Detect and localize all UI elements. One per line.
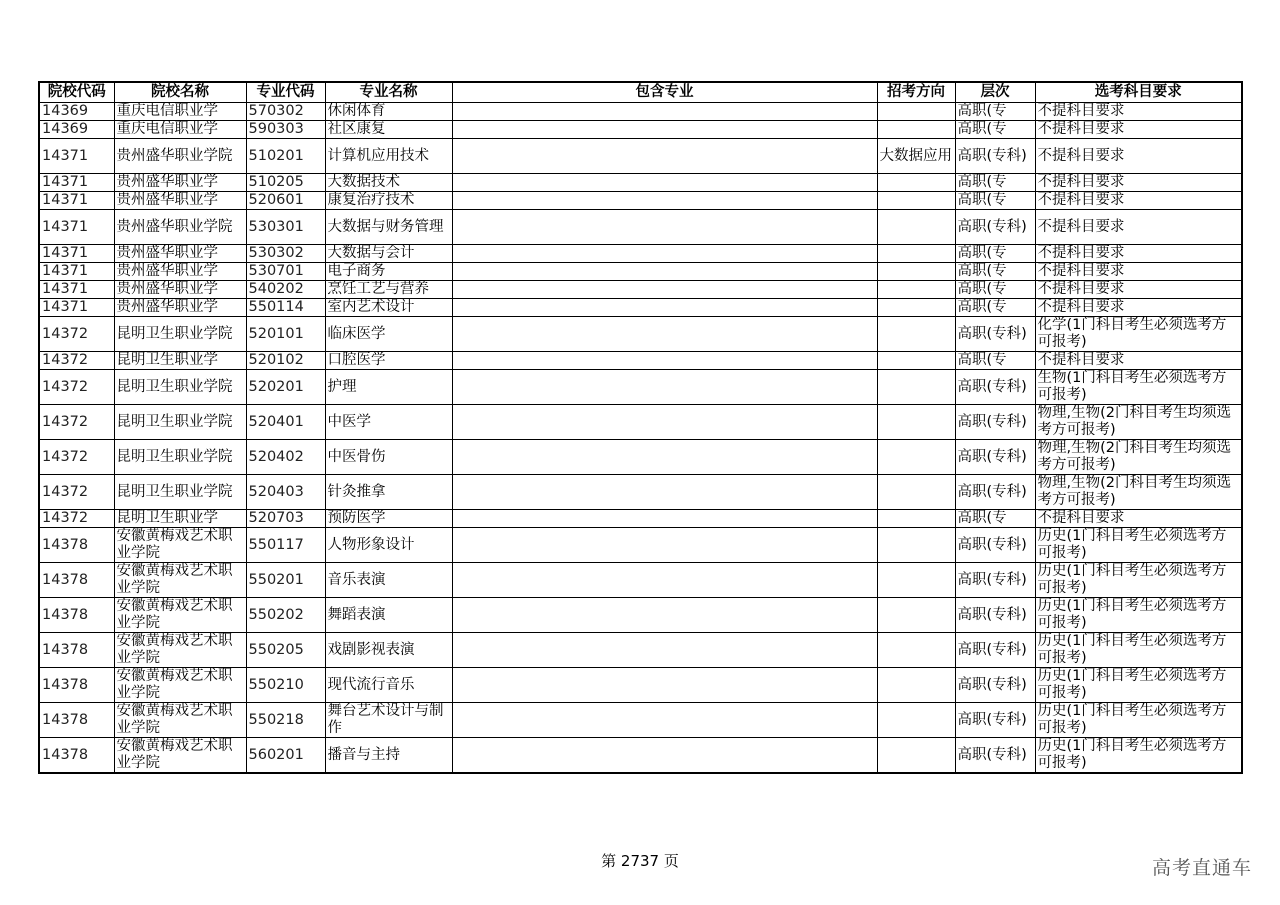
cell-major-name: 护理 [325,370,452,405]
table-row [39,121,1242,139]
cell-major-code: 550210 [246,668,325,703]
cell-included-majors [452,563,877,598]
cell-included-majors [452,103,877,121]
admission-table [38,81,1243,774]
cell-direction [877,738,955,774]
table-body [39,103,1242,774]
cell-direction [877,103,955,121]
cell-major-code: 550205 [246,633,325,668]
cell-major-code: 510205 [246,174,325,192]
cell-included-majors [452,668,877,703]
table-row [39,352,1242,370]
cell-included-majors [452,210,877,245]
cell-subject-requirement: 历史(1门科目考生必须选考方可报考) [1035,633,1242,668]
table-row [39,210,1242,245]
cell-school-name: 贵州盛华职业学 [114,245,246,263]
table-row [39,668,1242,703]
table-row [39,317,1242,352]
cell-direction [877,703,955,738]
cell-school-code: 14371 [39,174,114,192]
cell-school-code: 14372 [39,405,114,440]
cell-direction [877,263,955,281]
cell-included-majors [452,633,877,668]
cell-level: 高职(专 [955,299,1035,317]
cell-included-majors [452,440,877,475]
cell-included-majors [452,139,877,174]
cell-level: 高职(专科) [955,633,1035,668]
cell-school-name: 贵州盛华职业学 [114,174,246,192]
cell-school-code: 14371 [39,245,114,263]
cell-school-name: 昆明卫生职业学院 [114,317,246,352]
cell-direction [877,192,955,210]
cell-subject-requirement: 不提科目要求 [1035,245,1242,263]
cell-major-name: 大数据与财务管理 [325,210,452,245]
cell-school-name: 安徽黄梅戏艺术职业学院 [114,703,246,738]
header-level: 层次 [955,82,1035,103]
table-row [39,528,1242,563]
cell-subject-requirement: 不提科目要求 [1035,192,1242,210]
cell-level: 高职(专 [955,192,1035,210]
cell-included-majors [452,598,877,633]
cell-subject-requirement: 历史(1门科目考生必须选考方可报考) [1035,528,1242,563]
cell-direction [877,440,955,475]
cell-major-name: 针灸推拿 [325,475,452,510]
cell-level: 高职(专 [955,352,1035,370]
cell-major-name: 舞台艺术设计与制作 [325,703,452,738]
cell-subject-requirement: 历史(1门科目考生必须选考方可报考) [1035,563,1242,598]
cell-included-majors [452,317,877,352]
table-row [39,281,1242,299]
cell-level: 高职(专科) [955,370,1035,405]
cell-school-code: 14371 [39,281,114,299]
table-row [39,563,1242,598]
cell-included-majors [452,245,877,263]
header-included-majors: 包含专业 [452,82,877,103]
cell-level: 高职(专科) [955,598,1035,633]
cell-major-code: 520401 [246,405,325,440]
cell-major-code: 520201 [246,370,325,405]
cell-school-code: 14369 [39,121,114,139]
table-row [39,598,1242,633]
cell-school-name: 安徽黄梅戏艺术职业学院 [114,633,246,668]
cell-included-majors [452,510,877,528]
cell-subject-requirement: 历史(1门科目考生必须选考方可报考) [1035,598,1242,633]
header-subject-requirement: 选考科目要求 [1035,82,1242,103]
cell-subject-requirement: 生物(1门科目考生必须选考方可报考) [1035,370,1242,405]
cell-school-name: 昆明卫生职业学 [114,510,246,528]
cell-major-code: 590303 [246,121,325,139]
header-school-code: 院校代码 [39,82,114,103]
cell-level: 高职(专科) [955,668,1035,703]
cell-school-code: 14372 [39,352,114,370]
cell-school-name: 重庆电信职业学 [114,103,246,121]
cell-direction [877,598,955,633]
cell-major-code: 550202 [246,598,325,633]
cell-school-name: 安徽黄梅戏艺术职业学院 [114,563,246,598]
cell-direction [877,299,955,317]
cell-direction [877,668,955,703]
cell-level: 高职(专科) [955,210,1035,245]
cell-subject-requirement: 不提科目要求 [1035,352,1242,370]
cell-subject-requirement: 不提科目要求 [1035,510,1242,528]
cell-school-code: 14372 [39,510,114,528]
watermark-text: 高考直通车 [1151,857,1252,879]
cell-school-name: 昆明卫生职业学院 [114,405,246,440]
cell-subject-requirement: 不提科目要求 [1035,263,1242,281]
table-row [39,192,1242,210]
cell-subject-requirement: 化学(1门科目考生必须选考方可报考) [1035,317,1242,352]
cell-level: 高职(专科) [955,440,1035,475]
cell-school-name: 安徽黄梅戏艺术职业学院 [114,528,246,563]
cell-included-majors [452,192,877,210]
cell-school-code: 14371 [39,263,114,281]
cell-school-name: 贵州盛华职业学 [114,192,246,210]
cell-major-code: 570302 [246,103,325,121]
cell-major-code: 520101 [246,317,325,352]
cell-school-code: 14372 [39,370,114,405]
cell-subject-requirement: 不提科目要求 [1035,103,1242,121]
table-row [39,440,1242,475]
cell-school-name: 安徽黄梅戏艺术职业学院 [114,598,246,633]
cell-subject-requirement: 不提科目要求 [1035,281,1242,299]
cell-school-code: 14378 [39,703,114,738]
cell-school-name: 昆明卫生职业学院 [114,370,246,405]
cell-major-name: 室内艺术设计 [325,299,452,317]
cell-major-name: 烹饪工艺与营养 [325,281,452,299]
cell-school-code: 14369 [39,103,114,121]
cell-major-code: 530701 [246,263,325,281]
cell-major-name: 现代流行音乐 [325,668,452,703]
cell-school-code: 14378 [39,528,114,563]
cell-subject-requirement: 历史(1门科目考生必须选考方可报考) [1035,703,1242,738]
cell-subject-requirement: 不提科目要求 [1035,139,1242,174]
cell-major-name: 临床医学 [325,317,452,352]
page-number: 第 2737 页 [601,852,679,870]
cell-major-name: 计算机应用技术 [325,139,452,174]
cell-major-name: 人物形象设计 [325,528,452,563]
cell-school-name: 安徽黄梅戏艺术职业学院 [114,738,246,774]
cell-major-name: 舞蹈表演 [325,598,452,633]
cell-major-code: 550218 [246,703,325,738]
cell-included-majors [452,475,877,510]
cell-major-name: 音乐表演 [325,563,452,598]
table-row [39,405,1242,440]
cell-subject-requirement: 物理,生物(2门科目考生均须选考方可报考) [1035,405,1242,440]
cell-direction [877,370,955,405]
cell-major-name: 大数据技术 [325,174,452,192]
cell-school-name: 重庆电信职业学 [114,121,246,139]
cell-direction [877,210,955,245]
cell-major-code: 510201 [246,139,325,174]
cell-direction [877,352,955,370]
table-row [39,510,1242,528]
cell-level: 高职(专 [955,263,1035,281]
cell-direction [877,317,955,352]
cell-included-majors [452,174,877,192]
cell-major-code: 520703 [246,510,325,528]
cell-major-name: 播音与主持 [325,738,452,774]
cell-subject-requirement: 不提科目要求 [1035,299,1242,317]
cell-major-code: 530302 [246,245,325,263]
cell-level: 高职(专 [955,121,1035,139]
cell-school-name: 昆明卫生职业学院 [114,440,246,475]
cell-major-name: 口腔医学 [325,352,452,370]
cell-major-code: 520102 [246,352,325,370]
table-row [39,103,1242,121]
cell-school-code: 14371 [39,299,114,317]
cell-major-name: 中医学 [325,405,452,440]
cell-level: 高职(专科) [955,317,1035,352]
cell-school-name: 贵州盛华职业学院 [114,139,246,174]
cell-school-name: 贵州盛华职业学 [114,299,246,317]
cell-included-majors [452,121,877,139]
table-row [39,370,1242,405]
cell-school-code: 14372 [39,440,114,475]
cell-major-name: 大数据与会计 [325,245,452,263]
cell-level: 高职(专科) [955,563,1035,598]
cell-direction: 大数据应用 [877,139,955,174]
table-row [39,174,1242,192]
cell-direction [877,245,955,263]
cell-major-code: 520601 [246,192,325,210]
cell-major-name: 康复治疗技术 [325,192,452,210]
header-direction: 招考方向 [877,82,955,103]
cell-included-majors [452,405,877,440]
header-major-name: 专业名称 [325,82,452,103]
cell-major-code: 560201 [246,738,325,774]
cell-school-code: 14371 [39,210,114,245]
cell-major-code: 520403 [246,475,325,510]
cell-major-name: 中医骨伤 [325,440,452,475]
cell-subject-requirement: 历史(1门科目考生必须选考方可报考) [1035,668,1242,703]
cell-direction [877,633,955,668]
cell-included-majors [452,299,877,317]
table-row [39,633,1242,668]
cell-major-name: 预防医学 [325,510,452,528]
cell-level: 高职(专科) [955,475,1035,510]
cell-level: 高职(专 [955,103,1035,121]
cell-direction [877,281,955,299]
cell-school-code: 14378 [39,738,114,774]
cell-school-code: 14378 [39,563,114,598]
cell-school-name: 贵州盛华职业学 [114,281,246,299]
cell-major-code: 520402 [246,440,325,475]
cell-subject-requirement: 不提科目要求 [1035,121,1242,139]
cell-level: 高职(专 [955,174,1035,192]
cell-major-name: 休闲体育 [325,103,452,121]
cell-subject-requirement: 不提科目要求 [1035,210,1242,245]
cell-direction [877,528,955,563]
cell-major-code: 540202 [246,281,325,299]
cell-subject-requirement: 物理,生物(2门科目考生均须选考方可报考) [1035,440,1242,475]
cell-included-majors [452,281,877,299]
cell-level: 高职(专科) [955,528,1035,563]
table-row [39,299,1242,317]
header-school-name: 院校名称 [114,82,246,103]
cell-level: 高职(专科) [955,738,1035,774]
cell-included-majors [452,263,877,281]
cell-direction [877,510,955,528]
cell-school-name: 贵州盛华职业学院 [114,210,246,245]
cell-level: 高职(专 [955,281,1035,299]
cell-subject-requirement: 历史(1门科目考生必须选考方可报考) [1035,738,1242,774]
cell-direction [877,174,955,192]
cell-school-code: 14378 [39,598,114,633]
cell-school-name: 安徽黄梅戏艺术职业学院 [114,668,246,703]
cell-major-name: 电子商务 [325,263,452,281]
cell-level: 高职(专科) [955,405,1035,440]
table-row [39,263,1242,281]
cell-level: 高职(专 [955,245,1035,263]
cell-level: 高职(专 [955,510,1035,528]
cell-major-name: 社区康复 [325,121,452,139]
table-row [39,139,1242,174]
cell-school-name: 昆明卫生职业学 [114,352,246,370]
cell-subject-requirement: 物理,生物(2门科目考生均须选考方可报考) [1035,475,1242,510]
cell-included-majors [452,738,877,774]
cell-level: 高职(专科) [955,703,1035,738]
cell-school-code: 14371 [39,192,114,210]
cell-major-code: 550117 [246,528,325,563]
table-row [39,245,1242,263]
cell-subject-requirement: 不提科目要求 [1035,174,1242,192]
table-row [39,475,1242,510]
cell-direction [877,405,955,440]
cell-direction [877,563,955,598]
table-header-row [39,82,1242,103]
cell-major-code: 550201 [246,563,325,598]
cell-direction [877,475,955,510]
cell-included-majors [452,528,877,563]
header-major-code: 专业代码 [246,82,325,103]
cell-direction [877,121,955,139]
cell-school-code: 14378 [39,633,114,668]
cell-included-majors [452,703,877,738]
cell-included-majors [452,352,877,370]
table-row [39,703,1242,738]
cell-school-name: 昆明卫生职业学院 [114,475,246,510]
cell-major-name: 戏剧影视表演 [325,633,452,668]
cell-level: 高职(专科) [955,139,1035,174]
cell-major-code: 530301 [246,210,325,245]
cell-school-code: 14371 [39,139,114,174]
cell-included-majors [452,370,877,405]
cell-school-name: 贵州盛华职业学 [114,263,246,281]
cell-school-code: 14378 [39,668,114,703]
table-row [39,738,1242,774]
cell-school-code: 14372 [39,475,114,510]
cell-school-code: 14372 [39,317,114,352]
cell-major-code: 550114 [246,299,325,317]
